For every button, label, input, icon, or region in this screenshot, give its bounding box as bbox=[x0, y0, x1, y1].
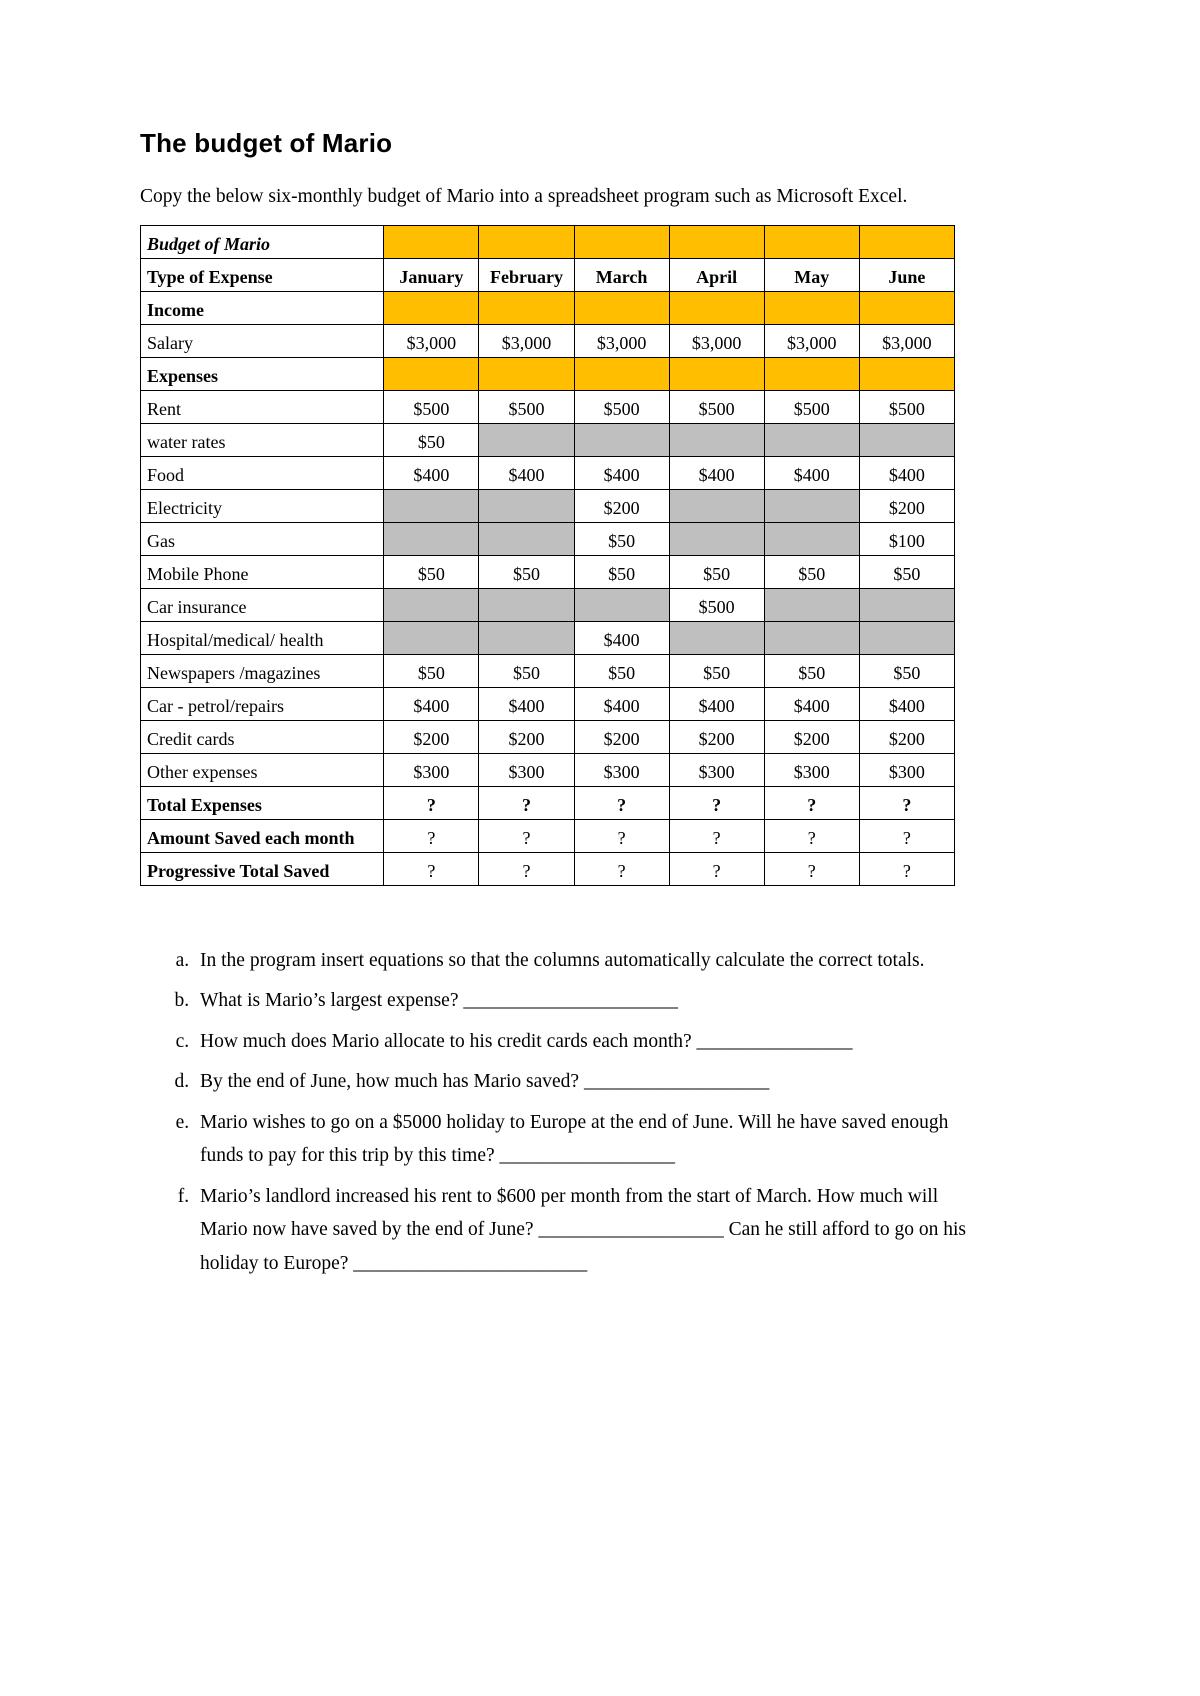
table-title-fill-1 bbox=[384, 225, 479, 258]
cell-newspapers-april: $50 bbox=[669, 654, 764, 687]
table-row bbox=[141, 588, 955, 621]
income-fill-2 bbox=[479, 291, 574, 324]
cell-amount-saved-may: ? bbox=[764, 819, 859, 852]
table-row bbox=[141, 687, 955, 720]
cell-electricity-february bbox=[479, 489, 574, 522]
budget-table bbox=[140, 225, 955, 886]
cell-progressive-total-june: ? bbox=[859, 852, 954, 885]
cell-credit-cards-june: $200 bbox=[859, 720, 954, 753]
cell-hospital-march: $400 bbox=[574, 621, 669, 654]
cell-salary-march: $3,000 bbox=[574, 324, 669, 357]
cell-water-march bbox=[574, 423, 669, 456]
cell-mobile-february: $50 bbox=[479, 555, 574, 588]
cell-electricity-march: $200 bbox=[574, 489, 669, 522]
cell-gas-may bbox=[764, 522, 859, 555]
row-label-progressive-total-saved: Progressive Total Saved bbox=[141, 852, 384, 885]
cell-mobile-may: $50 bbox=[764, 555, 859, 588]
column-header-february: February bbox=[479, 258, 574, 291]
cell-mobile-january: $50 bbox=[384, 555, 479, 588]
list-item: c. How much does Mario allocate to his credit cards each month? ________________ bbox=[194, 1025, 970, 1059]
cell-mobile-march: $50 bbox=[574, 555, 669, 588]
table-title-fill-2 bbox=[479, 225, 574, 258]
cell-water-april bbox=[669, 423, 764, 456]
table-row bbox=[141, 390, 955, 423]
list-item: b. What is Mario’s largest expense? ______________________ bbox=[194, 984, 970, 1018]
list-item: f. Mario’s landlord increased his rent to $600 per month from the start of March. How much will Mario now have saved by the end of June? ___________________ Can he still afford to go on his holiday to Europe? ________________________ bbox=[194, 1180, 970, 1281]
income-fill-5 bbox=[764, 291, 859, 324]
intro-paragraph: Copy the below six-monthly budget of Mario into a spreadsheet program such as Microsoft Excel. bbox=[140, 186, 908, 207]
section-row-expenses bbox=[141, 357, 955, 390]
cell-electricity-june: $200 bbox=[859, 489, 954, 522]
row-label-rent: Rent bbox=[141, 390, 384, 423]
cell-credit-cards-may: $200 bbox=[764, 720, 859, 753]
cell-credit-cards-january: $200 bbox=[384, 720, 479, 753]
cell-gas-january bbox=[384, 522, 479, 555]
cell-amount-saved-february: ? bbox=[479, 819, 574, 852]
table-row bbox=[141, 522, 955, 555]
cell-mobile-june: $50 bbox=[859, 555, 954, 588]
list-item: d. By the end of June, how much has Mario saved? ___________________ bbox=[194, 1065, 970, 1099]
cell-credit-cards-march: $200 bbox=[574, 720, 669, 753]
row-label-electricity: Electricity bbox=[141, 489, 384, 522]
table-title-row bbox=[141, 225, 955, 258]
cell-food-march: $400 bbox=[574, 456, 669, 489]
cell-rent-march: $500 bbox=[574, 390, 669, 423]
cell-food-june: $400 bbox=[859, 456, 954, 489]
table-row bbox=[141, 456, 955, 489]
cell-car-insurance-june bbox=[859, 588, 954, 621]
table-row bbox=[141, 489, 955, 522]
cell-other-march: $300 bbox=[574, 753, 669, 786]
cell-progressive-total-february: ? bbox=[479, 852, 574, 885]
row-label-salary: Salary bbox=[141, 324, 384, 357]
income-fill-4 bbox=[669, 291, 764, 324]
cell-water-january: $50 bbox=[384, 423, 479, 456]
cell-food-april: $400 bbox=[669, 456, 764, 489]
row-label-other-expenses: Other expenses bbox=[141, 753, 384, 786]
column-header-april: April bbox=[669, 258, 764, 291]
row-label-credit-cards: Credit cards bbox=[141, 720, 384, 753]
cell-newspapers-february: $50 bbox=[479, 654, 574, 687]
row-label-car-insurance: Car insurance bbox=[141, 588, 384, 621]
cell-salary-january: $3,000 bbox=[384, 324, 479, 357]
column-header-june: June bbox=[859, 258, 954, 291]
table-row bbox=[141, 423, 955, 456]
cell-food-february: $400 bbox=[479, 456, 574, 489]
cell-newspapers-january: $50 bbox=[384, 654, 479, 687]
page-title: The budget of Mario bbox=[140, 128, 393, 158]
row-label-water-rates: water rates bbox=[141, 423, 384, 456]
cell-amount-saved-january: ? bbox=[384, 819, 479, 852]
cell-electricity-may bbox=[764, 489, 859, 522]
table-row bbox=[141, 555, 955, 588]
questions-list bbox=[168, 944, 970, 1281]
cell-gas-march: $50 bbox=[574, 522, 669, 555]
section-label-income: Income bbox=[141, 291, 384, 324]
cell-progressive-total-april: ? bbox=[669, 852, 764, 885]
cell-newspapers-june: $50 bbox=[859, 654, 954, 687]
table-row bbox=[141, 621, 955, 654]
cell-amount-saved-march: ? bbox=[574, 819, 669, 852]
income-fill-1 bbox=[384, 291, 479, 324]
column-header-march: March bbox=[574, 258, 669, 291]
cell-electricity-april bbox=[669, 489, 764, 522]
table-row bbox=[141, 324, 955, 357]
cell-rent-april: $500 bbox=[669, 390, 764, 423]
table-row bbox=[141, 753, 955, 786]
cell-salary-april: $3,000 bbox=[669, 324, 764, 357]
cell-total-expenses-march: ? bbox=[574, 786, 669, 819]
cell-amount-saved-june: ? bbox=[859, 819, 954, 852]
cell-hospital-april bbox=[669, 621, 764, 654]
cell-car-petrol-april: $400 bbox=[669, 687, 764, 720]
table-title-cell: Budget of Mario bbox=[141, 225, 384, 258]
cell-gas-april bbox=[669, 522, 764, 555]
expenses-fill-1 bbox=[384, 357, 479, 390]
column-header-may: May bbox=[764, 258, 859, 291]
cell-water-may bbox=[764, 423, 859, 456]
cell-amount-saved-april: ? bbox=[669, 819, 764, 852]
cell-other-may: $300 bbox=[764, 753, 859, 786]
column-header-january: January bbox=[384, 258, 479, 291]
cell-rent-february: $500 bbox=[479, 390, 574, 423]
cell-car-insurance-march bbox=[574, 588, 669, 621]
cell-salary-june: $3,000 bbox=[859, 324, 954, 357]
cell-food-january: $400 bbox=[384, 456, 479, 489]
income-fill-3 bbox=[574, 291, 669, 324]
expenses-fill-6 bbox=[859, 357, 954, 390]
column-header-type-of-expense: Type of Expense bbox=[141, 258, 384, 291]
cell-car-petrol-february: $400 bbox=[479, 687, 574, 720]
cell-other-january: $300 bbox=[384, 753, 479, 786]
table-row bbox=[141, 720, 955, 753]
cell-rent-june: $500 bbox=[859, 390, 954, 423]
cell-other-april: $300 bbox=[669, 753, 764, 786]
table-row bbox=[141, 852, 955, 885]
table-row bbox=[141, 819, 955, 852]
cell-other-february: $300 bbox=[479, 753, 574, 786]
cell-mobile-april: $50 bbox=[669, 555, 764, 588]
row-label-total-expenses: Total Expenses bbox=[141, 786, 384, 819]
cell-water-february bbox=[479, 423, 574, 456]
table-row bbox=[141, 786, 955, 819]
cell-salary-february: $3,000 bbox=[479, 324, 574, 357]
cell-total-expenses-february: ? bbox=[479, 786, 574, 819]
cell-car-petrol-january: $400 bbox=[384, 687, 479, 720]
cell-car-petrol-march: $400 bbox=[574, 687, 669, 720]
table-title-fill-3 bbox=[574, 225, 669, 258]
cell-salary-may: $3,000 bbox=[764, 324, 859, 357]
row-label-newspapers-magazines: Newspapers /magazines bbox=[141, 654, 384, 687]
expenses-fill-2 bbox=[479, 357, 574, 390]
cell-car-insurance-may bbox=[764, 588, 859, 621]
cell-car-insurance-february bbox=[479, 588, 574, 621]
cell-other-june: $300 bbox=[859, 753, 954, 786]
cell-car-insurance-january bbox=[384, 588, 479, 621]
table-row bbox=[141, 654, 955, 687]
row-label-amount-saved-each-month: Amount Saved each month bbox=[141, 819, 384, 852]
cell-credit-cards-february: $200 bbox=[479, 720, 574, 753]
row-label-hospital-medical-health: Hospital/medical/ health bbox=[141, 621, 384, 654]
cell-progressive-total-march: ? bbox=[574, 852, 669, 885]
list-item: e. Mario wishes to go on a $5000 holiday to Europe at the end of June. Will he have saved enough funds to pay for this trip by this time? __________________ bbox=[194, 1106, 970, 1173]
row-label-car-petrol-repairs: Car - petrol/repairs bbox=[141, 687, 384, 720]
cell-total-expenses-june: ? bbox=[859, 786, 954, 819]
cell-total-expenses-may: ? bbox=[764, 786, 859, 819]
cell-car-petrol-may: $400 bbox=[764, 687, 859, 720]
table-title-fill-4 bbox=[669, 225, 764, 258]
cell-hospital-may bbox=[764, 621, 859, 654]
cell-gas-february bbox=[479, 522, 574, 555]
list-item: a. In the program insert equations so that the columns automatically calculate the correct totals. bbox=[194, 944, 970, 978]
expenses-fill-5 bbox=[764, 357, 859, 390]
cell-hospital-january bbox=[384, 621, 479, 654]
cell-newspapers-may: $50 bbox=[764, 654, 859, 687]
section-label-expenses: Expenses bbox=[141, 357, 384, 390]
cell-hospital-february bbox=[479, 621, 574, 654]
cell-rent-may: $500 bbox=[764, 390, 859, 423]
cell-credit-cards-april: $200 bbox=[669, 720, 764, 753]
income-fill-6 bbox=[859, 291, 954, 324]
row-label-mobile-phone: Mobile Phone bbox=[141, 555, 384, 588]
cell-total-expenses-april: ? bbox=[669, 786, 764, 819]
cell-rent-january: $500 bbox=[384, 390, 479, 423]
cell-newspapers-march: $50 bbox=[574, 654, 669, 687]
table-header-row bbox=[141, 258, 955, 291]
table-title-fill-6 bbox=[859, 225, 954, 258]
table-title-fill-5 bbox=[764, 225, 859, 258]
row-label-gas: Gas bbox=[141, 522, 384, 555]
cell-electricity-january bbox=[384, 489, 479, 522]
cell-gas-june: $100 bbox=[859, 522, 954, 555]
document-body bbox=[140, 128, 970, 1287]
expenses-fill-4 bbox=[669, 357, 764, 390]
cell-car-insurance-april: $500 bbox=[669, 588, 764, 621]
cell-total-expenses-january: ? bbox=[384, 786, 479, 819]
expenses-fill-3 bbox=[574, 357, 669, 390]
cell-water-june bbox=[859, 423, 954, 456]
section-row-income bbox=[141, 291, 955, 324]
cell-hospital-june bbox=[859, 621, 954, 654]
cell-progressive-total-may: ? bbox=[764, 852, 859, 885]
cell-food-may: $400 bbox=[764, 456, 859, 489]
cell-car-petrol-june: $400 bbox=[859, 687, 954, 720]
cell-progressive-total-january: ? bbox=[384, 852, 479, 885]
row-label-food: Food bbox=[141, 456, 384, 489]
